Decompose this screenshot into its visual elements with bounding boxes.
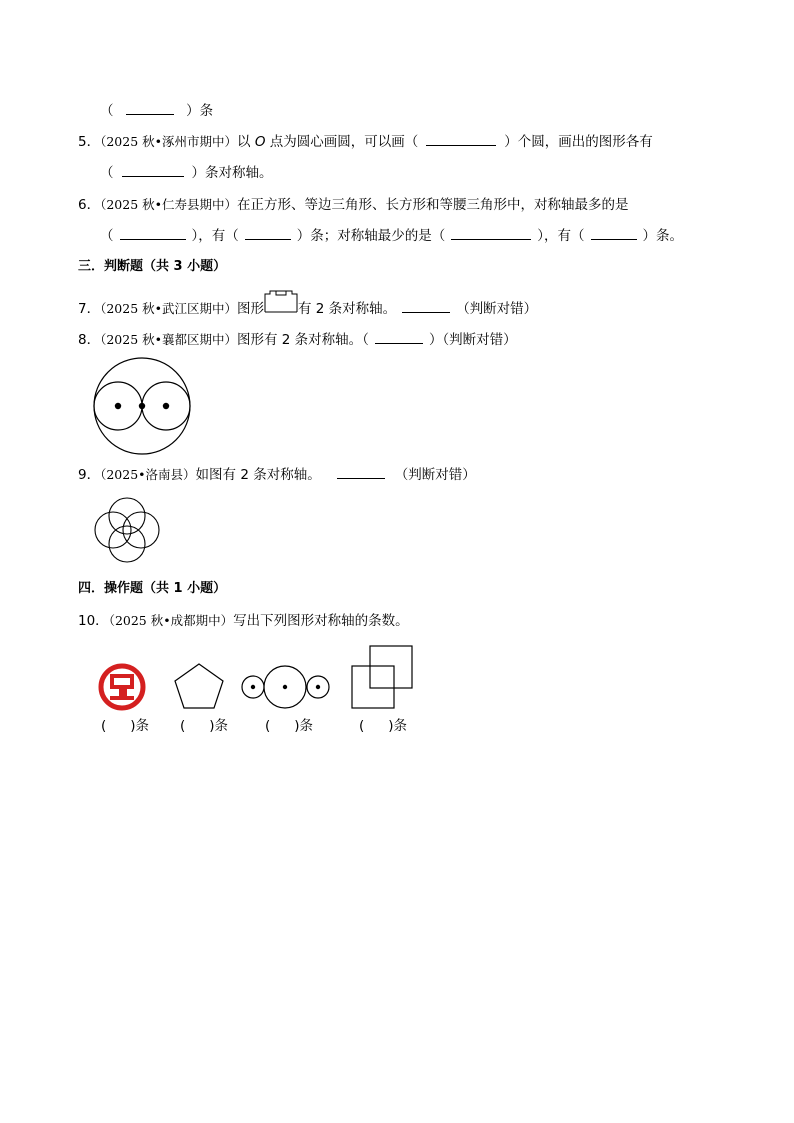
q9-four-circles-figure: [92, 496, 162, 566]
question-6-line2: （ ），有（ ）条；对称轴最少的是（ ），有（ ）条。: [100, 228, 683, 244]
center-dot: [283, 685, 287, 689]
question-6: 6．（2025 秋•仁寿县期中）在正方形、等边三角形、长方形和等腰三角形中，对称轴最多的是: [78, 197, 629, 213]
bank-logo-icon: [97, 662, 147, 712]
answer-blank[interactable]: [402, 300, 450, 313]
section-4-heading: 四．操作题（共 1 小题）: [78, 581, 227, 596]
question-8: 8．（2025 秋•襄都区期中）图形有 2 条对称轴。（ ）（判断对错）: [78, 332, 517, 348]
answer-blank[interactable]: [375, 331, 423, 344]
answer-blank[interactable]: [337, 466, 385, 479]
center-dot: [115, 403, 121, 409]
center-dot: [139, 403, 145, 409]
question-5-line2: （ ）条对称轴。: [100, 165, 273, 181]
q7-figure: [264, 300, 298, 318]
three-circles-figure: [240, 662, 332, 712]
answer-blank[interactable]: [591, 227, 637, 240]
question-9: 9．（2025•洛南县）如图有 2 条对称轴。 （判断对错）: [78, 467, 476, 483]
caption-1: ( )条: [101, 718, 150, 734]
answer-blank[interactable]: [122, 164, 184, 177]
castle-shape-icon: [264, 290, 298, 314]
center-dot: [163, 403, 169, 409]
question-7: 7．（2025 秋•武江区期中）图形 有 2 条对称轴。 （判断对错）: [78, 300, 537, 318]
caption-4: ( )条: [359, 718, 408, 734]
question-5: 5．（2025 秋•涿州市期中）以 O 点为圆心画圆，可以画（ ）个圆，画出的图形各有: [78, 134, 653, 150]
answer-blank[interactable]: [426, 133, 496, 146]
upper-right-square: [370, 646, 412, 688]
caption-2: ( )条: [180, 718, 229, 734]
pentagon-figure: [172, 662, 226, 710]
top-circle: [109, 498, 145, 534]
answer-blank[interactable]: [126, 102, 174, 115]
caption-3: ( )条: [265, 718, 314, 734]
lower-left-square: [352, 666, 394, 708]
q4-tail-line: （ ）条: [100, 103, 214, 119]
center-dot: [251, 685, 255, 689]
left-circle: [95, 512, 131, 548]
overlapping-squares-figure: [348, 644, 416, 712]
section-3-heading: 三．判断题（共 3 小题）: [78, 259, 227, 274]
question-10: 10．（2025 秋•成都期中）写出下列图形对称轴的条数。: [78, 613, 409, 629]
center-dot: [316, 685, 320, 689]
answer-blank[interactable]: [451, 227, 531, 240]
bottom-circle: [109, 526, 145, 562]
answer-blank[interactable]: [245, 227, 291, 240]
answer-blank[interactable]: [120, 227, 186, 240]
q8-circles-figure: [92, 356, 192, 456]
right-circle: [123, 512, 159, 548]
